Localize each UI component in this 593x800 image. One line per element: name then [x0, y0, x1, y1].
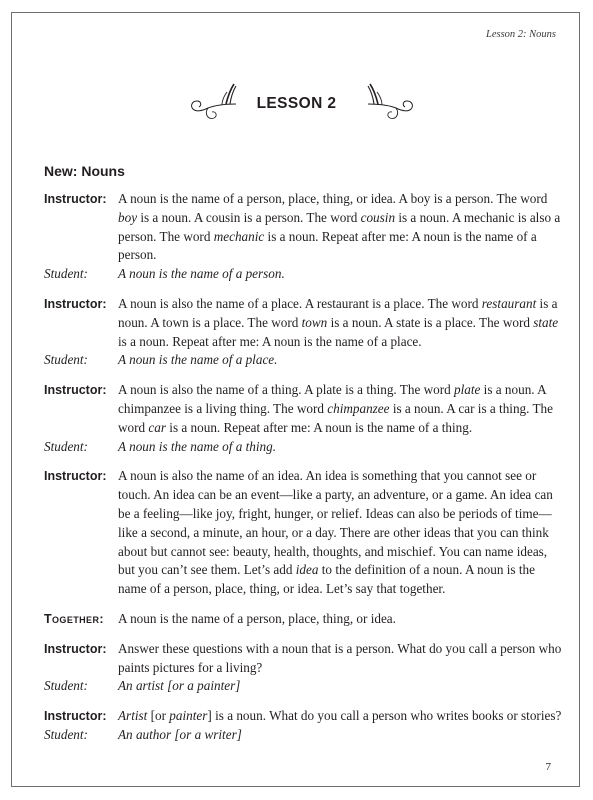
- dialogue-line: [44, 707, 564, 726]
- speaker-label: Instructor:: [44, 296, 107, 311]
- speaker-label: Student:: [44, 678, 88, 694]
- page-number: 7: [545, 761, 551, 773]
- speaker-label: Instructor:: [44, 192, 107, 206]
- line-text: A noun is also the name of a thing. A plate is a thing. The word plate is a noun. A chimpanzee is a living thing. The word chimpanzee is a noun. A car is a thing. The word car is a noun. Repeat after me: A noun is the name of a thing.: [118, 382, 553, 435]
- dialogue-line: [44, 677, 564, 696]
- dialogue-line: [44, 640, 564, 678]
- line-text: An artist [or a painter]: [118, 678, 241, 694]
- dialogue-line: [44, 467, 564, 599]
- speaker-label: Student:: [44, 266, 88, 282]
- dialogue: [44, 190, 564, 745]
- line-text: A noun is the name of a person, place, thing, or idea. A boy is a person. The word boy is a noun. A cousin is a person. The word cousin is a noun. A mechanic is also a person. The word mechanic is a noun. Repeat after me: A noun is the name of a person.: [118, 191, 561, 263]
- lesson-header: [0, 80, 593, 124]
- line-text: A noun is the name of a person.: [118, 266, 285, 282]
- speaker-label: Student:: [44, 726, 88, 742]
- line-text: Artist [or painter] is a noun. What do you call a person who writes books or stories?: [118, 708, 562, 724]
- speaker-label: Student:: [44, 352, 88, 368]
- dialogue-line: [44, 381, 564, 437]
- line-text: A noun is the name of a person, place, thing, or idea.: [118, 610, 396, 626]
- speaker-label: Student:: [44, 438, 88, 454]
- dialogue-line: [44, 265, 564, 284]
- line-text: A noun is the name of a place.: [118, 352, 278, 368]
- speaker-label: Instructor:: [44, 383, 107, 398]
- running-head: Lesson 2: Nouns: [485, 29, 556, 40]
- speaker-label: Instructor:: [44, 469, 107, 484]
- line-text: A noun is also the name of a place. A restaurant is a place. The word restaurant is a noun. A town is a place. The word town is a noun. A state is a place. The word state is a noun. Repeat after me: A noun is the name of a place.: [118, 295, 559, 349]
- dialogue-line: [44, 351, 564, 370]
- dialogue-line: [44, 190, 564, 265]
- dialogue-line: [44, 438, 564, 457]
- line-text: A noun is the name of a thing.: [118, 438, 276, 454]
- lesson-title: LESSON 2: [256, 95, 337, 112]
- line-text: A noun is also the name of an idea. An idea is something that you cannot see or touch. An idea can be an event—like a party, an adventure, or a game. An idea can be a feeling—like joy, fright, hunger, or relief. Ideas can also be periods of time—like a second, a minute, an hour, or a day. There are other ideas that you can think about but cannot see: beauty, health, thoughts, and mischief. You can name ideas, but you can’t see them. Let’s add idea to the definition of a noun. A noun is the name of a person, place, thing, or idea. Let’s say that together.: [118, 468, 553, 597]
- speaker-label: Instructor:: [44, 641, 107, 656]
- speaker-label: Together:: [44, 611, 104, 626]
- line-text: An author [or a writer]: [118, 726, 242, 742]
- speaker-label: Instructor:: [44, 709, 107, 724]
- section-heading: New: Nouns: [44, 163, 125, 179]
- dialogue-line: [44, 726, 564, 745]
- line-text: Answer these questions with a noun that is a person. What do you call a person who paints pictures for a living?: [118, 640, 562, 675]
- dialogue-line: [44, 610, 564, 629]
- flourish-right-icon: [366, 80, 418, 124]
- dialogue-line: [44, 295, 564, 351]
